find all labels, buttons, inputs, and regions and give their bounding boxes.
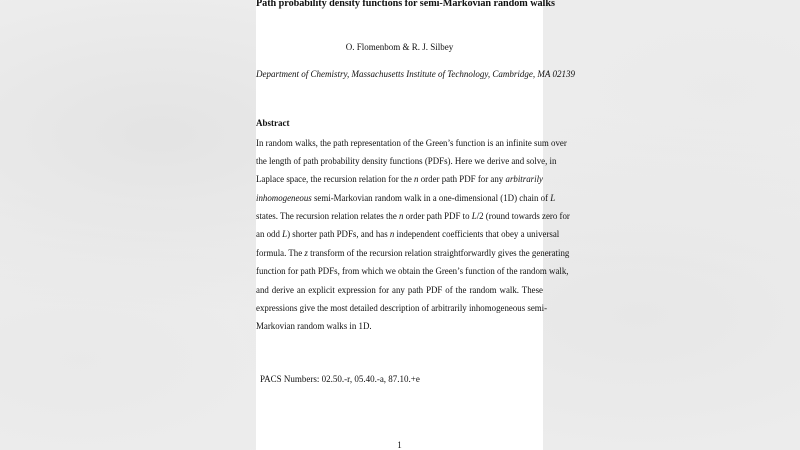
text-run: an odd	[256, 229, 283, 240]
page-number: 1	[397, 440, 402, 450]
italic-term: L	[550, 192, 556, 203]
italic-term: n	[414, 174, 419, 185]
text-run: independent coefficients that obey a universal	[394, 229, 560, 240]
text-run: order path PDF to	[403, 211, 472, 222]
italic-term: n	[389, 229, 395, 240]
paper-authors: O. Flomenbom & R. J. Silbey	[345, 42, 454, 52]
text-run: and derive an explicit expression for any path PDF of the random walk. These	[256, 284, 543, 295]
abstract-line	[256, 209, 570, 227]
pacs-numbers: PACS Numbers: 02.50.-r, 05.40.-a, 87.10.+e	[260, 374, 420, 384]
abstract-heading: Abstract	[256, 118, 290, 128]
italic-term: inhomogeneous	[256, 192, 312, 203]
italic-term: n	[399, 211, 404, 222]
abstract-line	[256, 246, 570, 264]
abstract-line	[256, 154, 557, 172]
text-run: formula. The	[256, 247, 305, 258]
text-run: Markovian random walks in 1D.	[256, 321, 372, 332]
paper-title: Path probability density functions for semi-Markovian random walks	[256, 0, 555, 9]
abstract-line	[256, 136, 567, 154]
italic-term: L	[282, 229, 288, 240]
text-run: ) shorter path PDFs, and has	[287, 229, 390, 240]
abstract-line	[256, 301, 548, 319]
abstract-line	[256, 191, 556, 209]
abstract-body	[256, 136, 570, 338]
document-page	[256, 0, 575, 450]
text-run: states. The recursion relation relates the	[256, 211, 400, 222]
text-run: transform of the recursion relation straightforwardly gives the generating	[307, 247, 570, 258]
text-run: expressions give the most detailed description of arbitrarily inhomogeneous semi-	[256, 303, 548, 314]
text-run: function for path PDFs, from which we obtain the Green’s function of the random walk,	[256, 266, 569, 277]
italic-term: z	[304, 247, 308, 258]
text-run: /2 (round towards zero for	[476, 211, 570, 222]
abstract-line	[256, 227, 560, 245]
text-run: In random walks, the path representation of the Green’s function is an infinite sum over	[256, 137, 567, 148]
abstract-line	[256, 172, 543, 190]
italic-term: arbitrarily	[505, 174, 543, 185]
paper-affiliation: Department of Chemistry, Massachusetts Institute of Technology, Cambridge, MA 02139	[256, 69, 575, 79]
italic-term: L	[471, 211, 477, 222]
abstract-line	[256, 319, 543, 337]
abstract-line	[256, 264, 569, 282]
text-run: the length of path probability density functions (PDFs). Here we derive and solve, in	[256, 155, 557, 166]
abstract-line	[256, 283, 543, 301]
text-run: semi-Markovian random walk in a one-dimensional (1D) chain of	[311, 192, 551, 203]
text-run: Laplace space, the recursion relation for the	[256, 174, 415, 185]
text-run: order path PDF for any	[418, 174, 506, 185]
